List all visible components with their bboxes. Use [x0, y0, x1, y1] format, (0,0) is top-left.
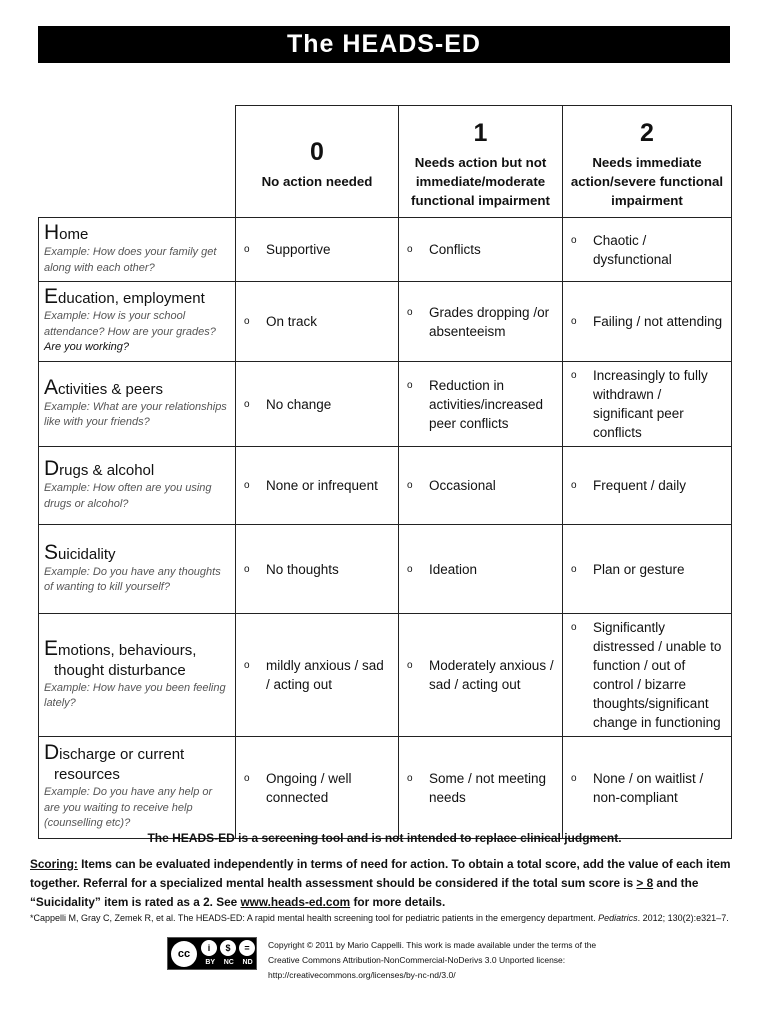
item-example: Example: Do you have any help or are you waiting to receive help (counselling etc)?: [44, 786, 213, 830]
item-name-continued: thought disturbance: [54, 661, 186, 679]
item-home: [39, 218, 236, 282]
option-bullet-icon: o: [407, 306, 413, 318]
item-education: [39, 282, 236, 362]
table-row: [39, 282, 732, 362]
table-row: [39, 614, 732, 737]
noncommercial-icon: $: [220, 940, 236, 956]
disclaimer: The HEADS-ED is a screening tool and is not intended to replace clinical judgment.: [147, 831, 622, 845]
option-cell: o No thoughts: [236, 525, 399, 614]
item-name: Education, employment: [44, 285, 205, 309]
item-example-extra: Are you working?: [44, 341, 129, 354]
option-cell: o Supportive: [236, 218, 399, 282]
option-cell: o On track: [236, 282, 399, 362]
option-bullet-icon: o: [407, 772, 413, 784]
score-number: 1: [473, 119, 488, 147]
option-bullet-icon: o: [244, 398, 250, 410]
item-example: Example: Do you have any thoughts of wanting to kill yourself?: [44, 565, 221, 593]
table-row: [39, 737, 732, 839]
option-cell: o Failing / not attending: [563, 282, 732, 362]
item-example: Example: How often are you using drugs or alcohol?: [44, 482, 212, 510]
option-cell: o Chaotic / dysfunctional: [563, 218, 732, 282]
option-cell: o Increasingly to fully withdrawn / significant peer conflicts: [563, 362, 732, 447]
option-cell: o mildly anxious / sad / acting out: [236, 614, 399, 737]
scoring-text: and the “Suicidality” item is rated as a 2. See: [30, 876, 699, 909]
item-name: Suicidality: [44, 540, 116, 564]
scoring-threshold: > 8: [636, 876, 654, 890]
item-example: Example: How is your school attendance? How are your grades?: [44, 310, 216, 338]
option-bullet-icon: o: [571, 622, 577, 633]
option-cell: o Occasional: [399, 447, 563, 525]
table-row: [39, 362, 732, 447]
journal-name: Pediatrics: [598, 913, 638, 923]
option-cell: o Ideation: [399, 525, 563, 614]
item-discharge: [39, 737, 236, 839]
option-cell: o Conflicts: [399, 218, 563, 282]
score-description: Needs action but not immediate/moderate functional impairment: [411, 155, 550, 208]
cc-label: BY: [205, 959, 216, 966]
option-cell: o Grades dropping /or absenteeism: [399, 282, 563, 362]
item-example: Example: How have you been feeling lately?: [44, 681, 226, 709]
option-bullet-icon: o: [244, 563, 250, 575]
option-bullet-icon: o: [571, 772, 577, 784]
score-number: 2: [640, 119, 654, 147]
item-example: Example: How does your family get along with each other?: [44, 246, 217, 274]
page-title: The HEADS-ED: [38, 26, 730, 63]
table-row: [39, 525, 732, 614]
item-name-continued: resources: [54, 766, 120, 784]
option-cell: o Moderately anxious / sad / acting out: [399, 614, 563, 737]
score-description: Needs immediate action/severe functional impairment: [570, 155, 724, 208]
option-bullet-icon: o: [407, 480, 413, 491]
license-link[interactable]: http://creativecommons.org/licenses/by-nc-nd/3.0/: [268, 970, 456, 980]
item-name: Emotions, behaviours,: [44, 636, 197, 660]
scoring-paragraph: [30, 855, 740, 912]
score-number: 0: [310, 138, 324, 166]
copyright-notice: Copyright © 2011 by Mario Cappelli. This work is made available under the terms of the Creative Commons Attribution-NonCommercial-NoDerivs 3.0 Unported license: http://creativecommons.org/licenses/by-nc-nd/3.0/: [268, 938, 738, 983]
option-bullet-icon: o: [571, 563, 577, 575]
item-name: Activities & peers: [44, 375, 164, 399]
option-bullet-icon: o: [571, 370, 577, 381]
option-cell: o Frequent / daily: [563, 447, 732, 525]
option-bullet-icon: o: [407, 244, 413, 255]
option-cell: o Reduction in activities/increased peer conflicts: [399, 362, 563, 447]
cc-label: ND: [242, 959, 253, 966]
item-name: Discharge or current: [44, 741, 185, 765]
item-example: Example: What are your relationships like with your friends?: [44, 400, 227, 428]
cc-label: NC: [223, 959, 234, 966]
option-bullet-icon: o: [407, 563, 413, 575]
option-bullet-icon: o: [571, 480, 577, 491]
option-cell: o No change: [236, 362, 399, 447]
cc-logo-icon: cc: [171, 941, 197, 967]
option-bullet-icon: o: [407, 660, 413, 671]
option-bullet-icon: o: [244, 316, 250, 327]
score-header-0: [236, 106, 399, 218]
option-bullet-icon: o: [407, 379, 413, 391]
item-name: Drugs & alcohol: [44, 457, 155, 480]
score-header-1: [399, 106, 563, 218]
table-row: [39, 447, 732, 525]
website-link[interactable]: www.heads-ed.com: [240, 895, 351, 909]
item-suicidality: [39, 525, 236, 614]
option-cell: o Plan or gesture: [563, 525, 732, 614]
option-cell: o None / on waitlist / non-compliant: [563, 737, 732, 839]
option-bullet-icon: o: [244, 660, 250, 671]
score-header-2: [563, 106, 732, 218]
score-header-row: [39, 106, 732, 218]
option-bullet-icon: o: [571, 234, 577, 246]
item-name: Home: [44, 221, 89, 244]
item-activities: [39, 362, 236, 447]
scoring-text: Items can be evaluated independently in terms of need for action. To obtain a total score, add the value of each item together. Referral for a specialized mental health assessment should be considered if the total sum score is: [30, 857, 731, 890]
score-description: No action needed: [261, 174, 373, 189]
cc-license-icon: [167, 937, 257, 970]
option-bullet-icon: o: [244, 480, 250, 491]
attribution-icon: i: [201, 940, 217, 956]
option-bullet-icon: o: [244, 772, 250, 784]
citation: *Cappelli M, Gray C, Zemek R, et al. The HEADS-ED: A rapid mental health screening tool for pediatric patients in the emergency department. Pediatrics. 2012; 130(2):e321–7.: [30, 913, 729, 923]
heads-ed-table: [38, 105, 732, 839]
scoring-text: for more details.: [350, 895, 446, 909]
option-cell: o Some / not meeting needs: [399, 737, 563, 839]
blank-corner: [39, 106, 236, 218]
option-bullet-icon: o: [244, 244, 250, 255]
scoring-label: Scoring:: [30, 857, 78, 871]
table-row: [39, 218, 732, 282]
option-bullet-icon: o: [571, 316, 577, 327]
option-cell: o Ongoing / well connected: [236, 737, 399, 839]
noderivs-icon: =: [239, 940, 255, 956]
option-cell: o None or infrequent: [236, 447, 399, 525]
item-emotions: [39, 614, 236, 737]
item-drugs: [39, 447, 236, 525]
option-cell: o Significantly distressed / unable to function / out of control / bizarre thoughts/significant change in functioning: [563, 614, 732, 737]
